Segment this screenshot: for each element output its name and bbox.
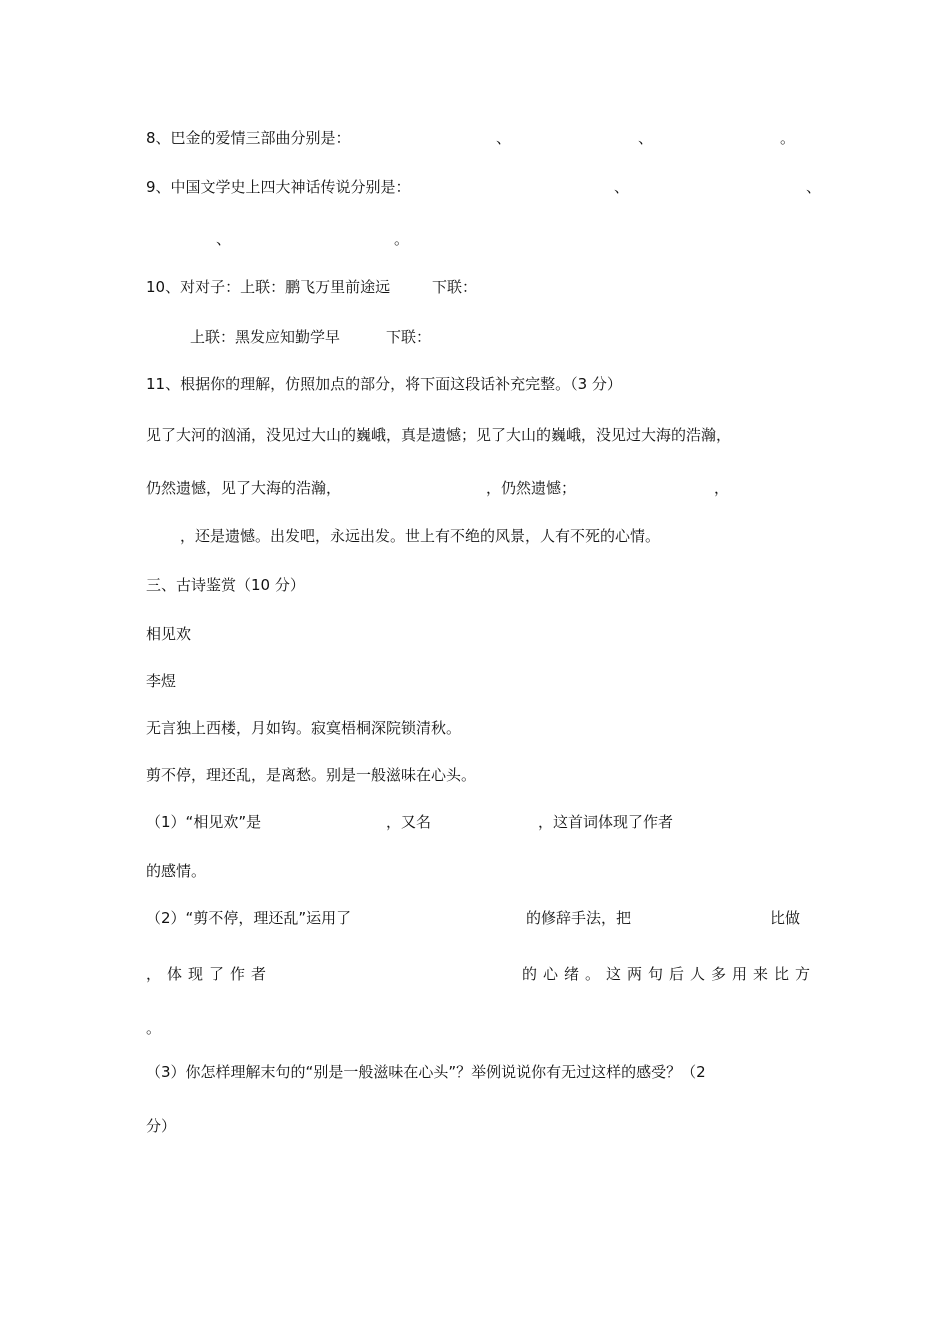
sub2-part-d: ，体现了作者 [146, 965, 273, 983]
sub2-part-b: 的修辞手法，把 [526, 909, 632, 927]
poem-author: 李煜 [146, 672, 177, 690]
q8-text: 8、巴金的爱情三部曲分别是： [146, 129, 351, 147]
q11-paragraph-line-2b: ，仍然遗憾； [486, 479, 577, 497]
sub3-part-a: （3）你怎样理解末句的“别是一般滋味在心头”？举例说说你有无过这样的感受？（2 [146, 1063, 706, 1081]
q9-separator-2: 、 [806, 178, 822, 196]
poem-title: 相见欢 [146, 625, 192, 643]
q11-paragraph-line-3: ，还是遗憾。出发吧，永远出发。世上有不绝的风景，人有不死的心情。 [180, 527, 661, 545]
sub3-part-b: 分） [146, 1117, 177, 1135]
sub1-part-a: （1）“相见欢”是 [146, 813, 262, 831]
sub2-part-f: 。 [146, 1019, 162, 1037]
q9-separator-3: 、 [216, 230, 232, 248]
poem-line-2: 剪不停，理还乱，是离愁。别是一般滋味在心头。 [146, 766, 477, 784]
sub2-part-a: （2）“剪不停，理还乱”运用了 [146, 909, 352, 927]
sub1-part-d: 的感情。 [146, 862, 207, 880]
q8-end: 。 [780, 129, 796, 147]
q9-end: 。 [394, 230, 410, 248]
q10-lower-couplet-2: 下联： [386, 328, 432, 346]
sub1-part-c: ，这首词体现了作者 [538, 813, 674, 831]
q10-upper-couplet-2: 上联：黑发应知勤学早 [190, 328, 341, 346]
q11-paragraph-line-2c: ， [714, 479, 730, 497]
q10-upper-couplet-1: 10、对对子：上联：鹏飞万里前途远 [146, 278, 391, 296]
q8-separator-2: 、 [638, 129, 654, 147]
q11-prompt: 11、根据你的理解，仿照加点的部分，将下面这段话补充完整。（3 分） [146, 375, 622, 393]
sub2-part-e: 的心绪。这两句后人多用来比方 [522, 965, 817, 983]
q9-text: 9、中国文学史上四大神话传说分别是： [146, 178, 411, 196]
section-heading: 三、古诗鉴赏（10 分） [146, 576, 305, 594]
sub2-part-c: 比做 [770, 909, 801, 927]
q11-paragraph-line-1: 见了大河的汹涌，没见过大山的巍峨，真是遗憾；见了大山的巍峨，没见过大海的浩瀚， [146, 426, 732, 444]
q10-lower-couplet-1: 下联： [432, 278, 478, 296]
poem-line-1: 无言独上西楼，月如钩。寂寞梧桐深院锁清秋。 [146, 719, 462, 737]
sub1-part-b: ，又名 [386, 813, 432, 831]
q8-separator-1: 、 [496, 129, 512, 147]
q9-separator-1: 、 [614, 178, 630, 196]
q11-paragraph-line-2a: 仍然遗憾，见了大海的浩瀚， [146, 479, 342, 497]
